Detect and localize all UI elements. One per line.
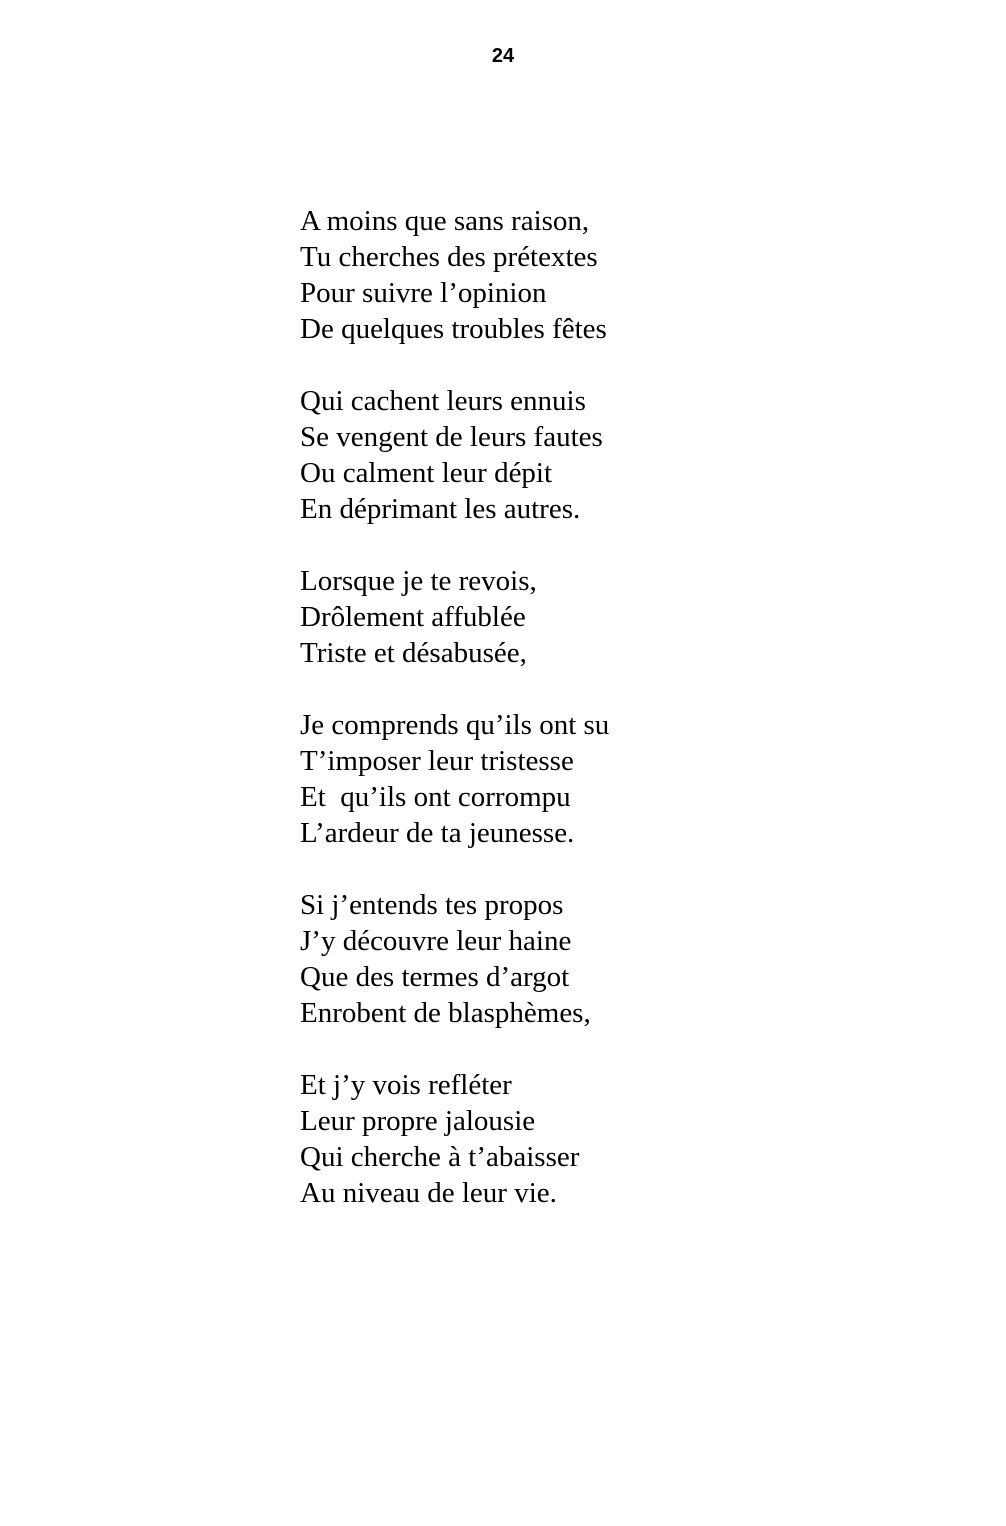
stanza	[300, 203, 900, 347]
poem-line: J’y découvre leur haine	[300, 925, 572, 957]
poem-line: Se vengent de leurs fautes	[300, 421, 603, 453]
stanza	[300, 707, 900, 851]
poem-line: Lorsque je te revois,	[300, 565, 537, 597]
poem-line: A moins que sans raison,	[300, 205, 590, 237]
poem-line: Ou calment leur dépit	[300, 457, 553, 489]
poem-line: Drôlement affublée	[300, 601, 526, 633]
stanza	[300, 383, 900, 527]
poem-line: T’imposer leur tristesse	[300, 745, 574, 777]
poem-line: Et j’y vois refléter	[300, 1069, 512, 1101]
poem-line: Je comprends qu’ils ont su	[300, 709, 610, 741]
poem-line: En déprimant les autres.	[300, 493, 581, 525]
stanza	[300, 563, 900, 671]
poem-line: Et qu’ils ont corrompu	[300, 781, 571, 813]
poem-line: Triste et désabusée,	[300, 637, 527, 669]
stanza	[300, 887, 900, 1031]
poem-line: Qui cherche à t’abaisser	[300, 1141, 580, 1173]
poem-line: De quelques troubles fêtes	[300, 313, 607, 345]
stanza	[300, 1067, 900, 1211]
poem-line: Que des termes d’argot	[300, 961, 570, 993]
poem-line: Enrobent de blasphèmes,	[300, 997, 591, 1029]
poem-body	[300, 203, 900, 1247]
poem-line: Si j’entends tes propos	[300, 889, 564, 921]
poem-line: Tu cherches des prétextes	[300, 241, 598, 273]
poem-line: Au niveau de leur vie.	[300, 1177, 557, 1209]
poem-line: L’ardeur de ta jeunesse.	[300, 817, 575, 849]
poem-line: Leur propre jalousie	[300, 1105, 536, 1137]
poem-line: Pour suivre l’opinion	[300, 277, 547, 309]
poem-line: Qui cachent leurs ennuis	[300, 385, 586, 417]
page-number: 24	[491, 45, 515, 67]
